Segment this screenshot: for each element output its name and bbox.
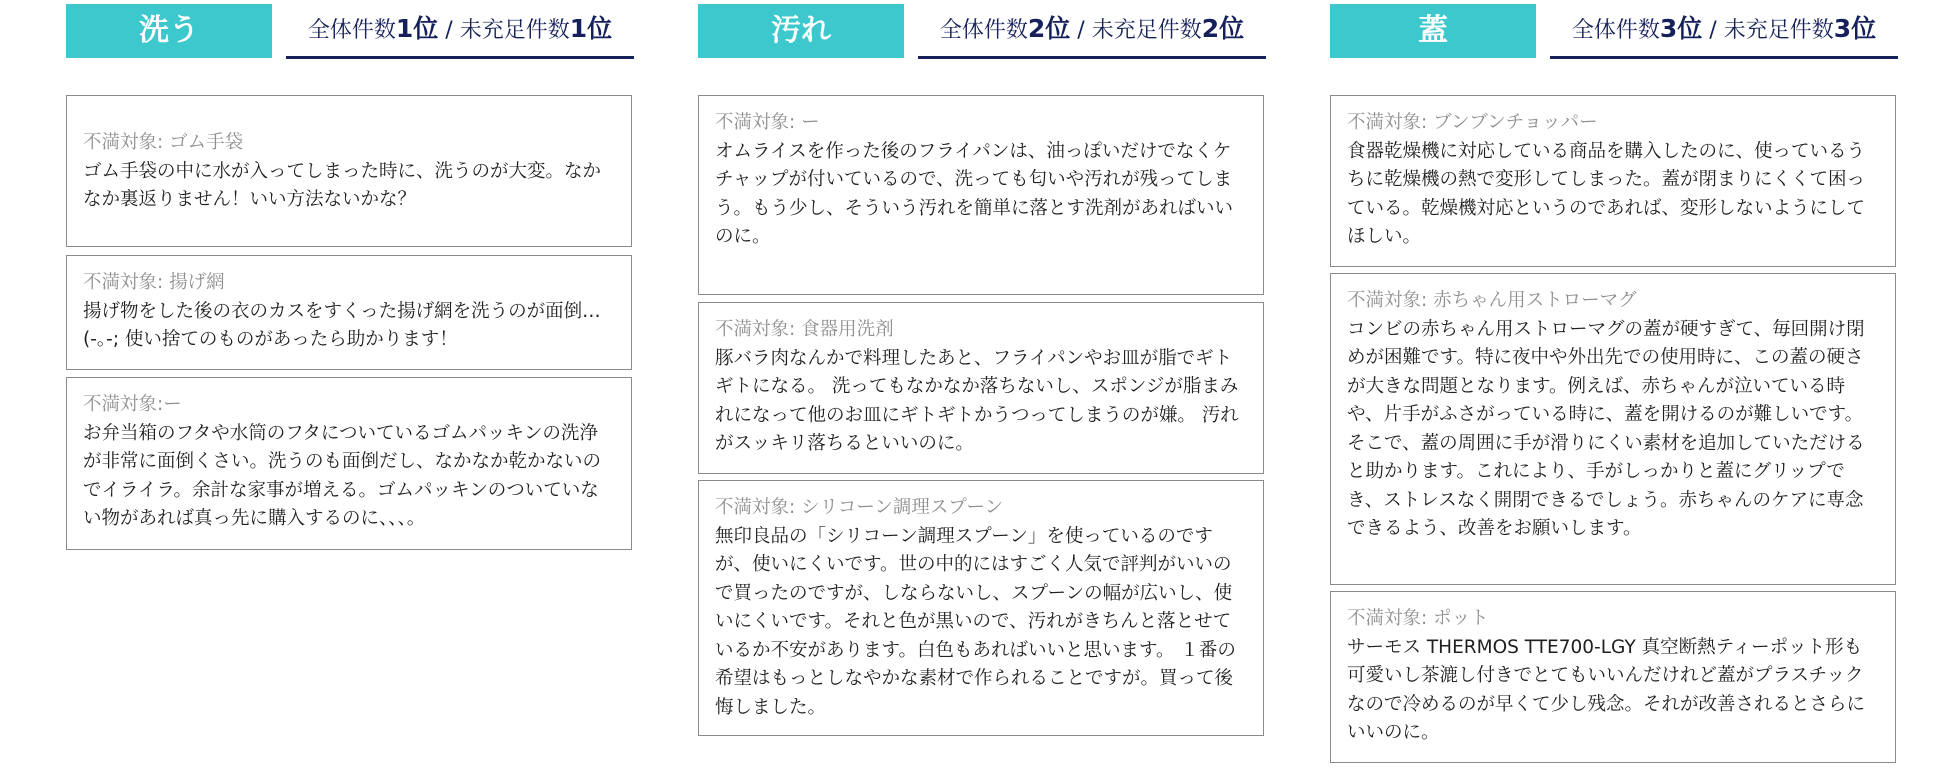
complaint-card	[698, 480, 1264, 736]
unmet-count-label: 未充足件数	[1723, 18, 1834, 43]
unmet-rank: 3位	[1833, 14, 1877, 43]
category-header	[698, 0, 1266, 60]
complaint-card	[1330, 273, 1896, 585]
category-tag: 洗う	[66, 4, 272, 58]
complaint-text: コンビの赤ちゃん用ストローマグの蓋が硬すぎて、毎回開け閉めが困難です。特に夜中や外出先での使用時に、この蓋の硬さが大きな問題となります。例えば、赤ちゃんが泣いている時や、片手がふさがっている時に、蓋を開けるのが難しいです。そこで、蓋の周囲に手が滑りにくい素材を追加していただけると助かります。これにより、手がしっかりと蓋にグリップでき、ストレスなく開閉できるでしょう。赤ちゃんのケアに専念できるよう、改善をお願いします。	[1347, 318, 1865, 539]
total-rank: 3位	[1659, 14, 1703, 43]
total-rank: 1位	[395, 14, 439, 43]
complaint-text: 食器乾燥機に対応している商品を購入したのに、使っているうちに乾燥機の熱で変形してしまった。蓋が閉まりにくくて困っている。乾燥機対応というのであれば、変形しないようにしてほしい。	[1347, 140, 1866, 247]
category-header	[1330, 0, 1898, 60]
complaint-target: 不満対象: シリコーン調理スプーン	[715, 497, 1003, 518]
complaint-text: 豚バラ肉なんかで料理したあと、フライパンやお皿が脂でギトギトになる。 洗ってもなかなか落ちないし、スポンジが脂まみれになって他のお皿にギトギトかうつってしまうのが嫌。 汚れがスッキリ落ちるといいのに。	[715, 347, 1239, 454]
complaint-target: 不満対象: ブンブンチョッパー	[1347, 112, 1598, 133]
category-column-dirt	[698, 0, 1266, 718]
category-tag: 汚れ	[698, 4, 904, 58]
complaint-card	[66, 377, 632, 550]
rank-summary	[1550, 4, 1898, 59]
complaint-text: サーモス THERMOS TTE700-LGY 真空断熱ティーポット形も可愛いし茶漉し付きでとてもいいんだけれど蓋がプラスチックなので冷めるのが早くて少し残念。それが改善されるとさらにいいのに。	[1347, 636, 1866, 743]
complaint-text: 無印良品の「シリコーン調理スプーン」を使っているのですが、使いにくいです。世の中的にはすごく人気で評判がいいので買ったのですが、しならないし、スプーンの幅が広いし、使いにくいです。それと色が黒いので、汚れがきちんと落とせているか不安があります。白色もあればいいと思います。 １番の希望はもっとしなやかな素材で作られることですが。買って後悔しました。	[715, 525, 1236, 718]
complaint-target: 不満対象: ポット	[1347, 608, 1489, 629]
unmet-rank: 2位	[1201, 14, 1245, 43]
category-header	[66, 0, 634, 60]
complaint-target: 不満対象: ー	[715, 112, 820, 133]
complaint-card	[66, 95, 632, 247]
complaint-card	[698, 302, 1264, 474]
rank-separator: /	[1070, 18, 1092, 43]
rank-summary	[286, 4, 634, 59]
complaint-target: 不満対象: 赤ちゃん用ストローマグ	[1347, 290, 1637, 311]
rank-separator: /	[1702, 18, 1724, 43]
complaint-target: 不満対象: 食器用洗剤	[715, 319, 894, 340]
complaint-text: オムライスを作った後のフライパンは、油っぽいだけでなくケチャップが付いているので、洗っても匂いや汚れが残ってしまう。もう少し、そういう汚れを簡単に落とす洗剤があればいいのに。	[715, 140, 1234, 247]
total-count-label: 全体件数	[939, 18, 1028, 43]
unmet-count-label: 未充足件数	[1091, 18, 1202, 43]
complaint-card	[66, 255, 632, 370]
complaint-card	[1330, 95, 1896, 267]
total-rank: 2位	[1027, 14, 1071, 43]
complaint-text: お弁当箱のフタや水筒のフタについているゴムパッキンの洗浄が非常に面倒くさい。洗うのも面倒だし、なかなか乾かないのでイライラ。余計な家事が増える。ゴムパッキンのついていない物があれば真っ先に購入するのに、、、。	[83, 422, 602, 529]
unmet-rank: 1位	[569, 14, 613, 43]
category-column-lid	[1330, 0, 1898, 743]
category-tag: 蓋	[1330, 4, 1536, 58]
complaint-target: 不満対象: ゴム手袋	[83, 132, 244, 153]
total-count-label: 全体件数	[1571, 18, 1660, 43]
complaint-target: 不満対象: 揚げ網	[83, 272, 225, 293]
complaint-target: 不満対象:ー	[83, 394, 182, 415]
complaint-card	[698, 95, 1264, 295]
total-count-label: 全体件数	[307, 18, 396, 43]
complaint-text: ゴム手袋の中に水が入ってしまった時に、洗うのが大変。なかなか裏返りません！いい方法ないかな？	[83, 160, 602, 210]
category-column-wash	[66, 0, 634, 529]
complaint-text: 揚げ物をした後の衣のカスをすくった揚げ網を洗うのが面倒…(-｡-; 使い捨てのものがあったら助かります！	[83, 300, 601, 350]
unmet-count-label: 未充足件数	[459, 18, 570, 43]
rank-summary	[918, 4, 1266, 59]
complaint-card	[1330, 591, 1896, 763]
rank-separator: /	[438, 18, 460, 43]
